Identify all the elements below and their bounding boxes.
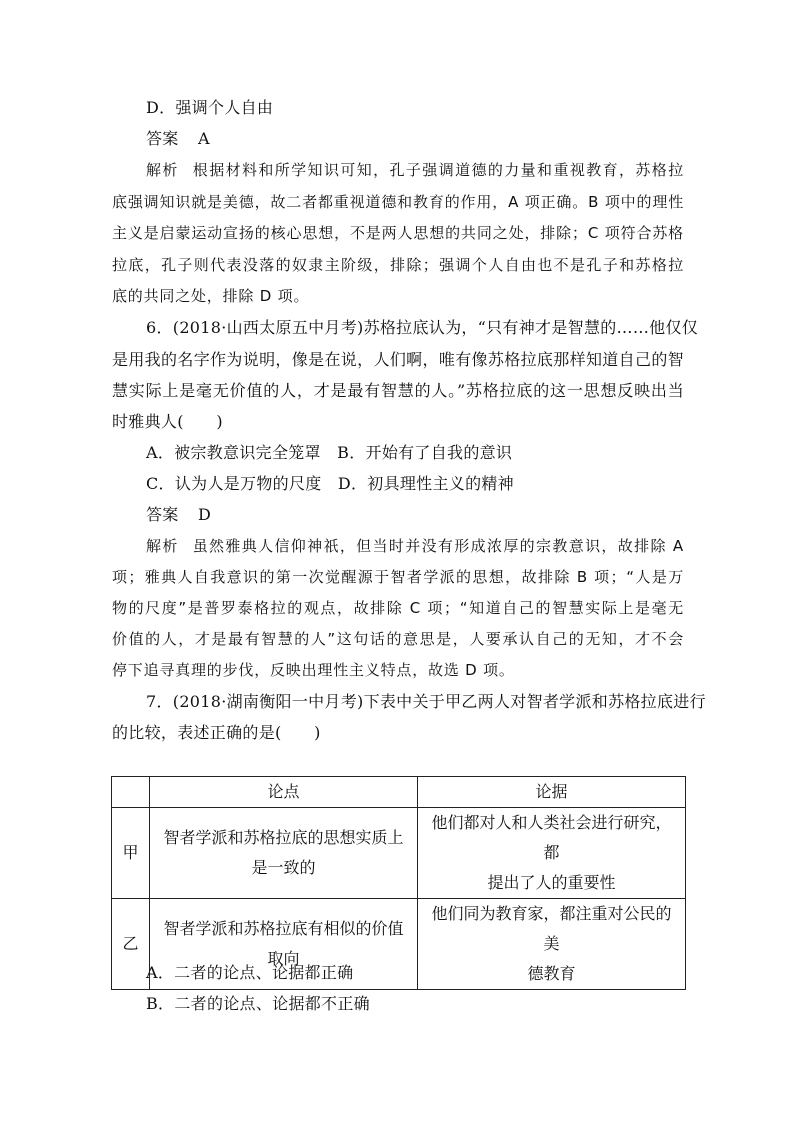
q5-explanation-line: 底强调知识就是美德，故二者都重视道德和教育的作用，A 项正确。B 项中的理性 — [112, 193, 684, 211]
q5-option-d: D．强调个人自由 — [146, 98, 274, 117]
explanation-text: 虽然雅典人信仰神祇，但当时并没有形成浓厚的宗教意识，故排除 A — [192, 537, 684, 555]
cell-line: 德教育 — [527, 964, 576, 983]
q6-stem-line: 是用我的名字作为说明，像是在说，人们啊，唯有像苏格拉底那样知道自己的智 — [112, 350, 684, 369]
comparison-table — [111, 776, 686, 990]
explanation-label: 解析 — [146, 161, 179, 179]
cell-line: 取向 — [267, 949, 300, 968]
cell-line: 他们同为教育家，都注重对公民的美 — [431, 904, 672, 953]
row-label: 乙 — [112, 899, 150, 990]
q7-option-a: A．二者的论点、论据都正确 — [146, 963, 354, 982]
answer-label: 答案 — [146, 129, 179, 148]
q6-stem-line: 慧实际上是毫无价值的人，才是最有智慧的人。”苏格拉底的这一思想反映出当 — [112, 381, 684, 400]
q6-explanation-line — [146, 536, 684, 556]
q5-explanation-line: 主义是启蒙运动宣扬的核心思想，不是两人思想的共同之处，排除；C 项符合苏格 — [112, 224, 684, 242]
explanation-text: 根据材料和所学知识可知，孔子强调道德的力量和重视教育，苏格拉 — [192, 161, 684, 179]
explanation-label: 解析 — [146, 537, 179, 555]
q7-stem-line: 7．(2018·湖南衡阳一中月考)下表中关于甲乙两人对智者学派和苏格拉底进行 — [146, 692, 706, 711]
table-row — [112, 808, 686, 899]
q6-options-row: A．被宗教意识完全笼罩 B．开始有了自我的意识 — [146, 443, 513, 462]
table-header-row — [112, 777, 686, 808]
answer-label: 答案 — [146, 505, 179, 524]
q5-answer-row — [146, 129, 684, 149]
q6-explanation-line: 项；雅典人自我意识的第一次觉醒源于智者学派的思想，故排除 B 项；“人是万 — [112, 568, 684, 586]
cell-line: 提出了人的重要性 — [487, 873, 616, 892]
q7-stem-line: 的比较，表述正确的是( ) — [112, 723, 321, 742]
q5-explanation-line: 拉底，孔子则代表没落的奴隶主阶级，排除；强调个人自由也不是孔子和苏格拉 — [112, 256, 684, 274]
q6-options-row: C．认为人是万物的尺度 D．初具理性主义的精神 — [146, 474, 514, 493]
evidence-cell — [418, 808, 686, 899]
q5-explanation-line: 底的共同之处，排除 D 项。 — [112, 287, 310, 305]
q6-stem-line: 6．(2018·山西太原五中月考)苏格拉底认为，“只有神才是智慧的……他仅仅 — [146, 318, 699, 337]
row-label: 甲 — [112, 808, 150, 899]
answer-value: A — [198, 129, 210, 148]
cell-line: 他们都对人和人类社会进行研究，都 — [431, 813, 672, 862]
q6-explanation-line: 停下追寻真理的步伐，反映出理性主义特点，故选 D 项。 — [112, 661, 515, 679]
header-cell: 论据 — [418, 777, 686, 808]
q6-stem-line: 时雅典人( ) — [112, 412, 223, 431]
q6-answer-row — [146, 505, 684, 525]
q5-explanation-line — [146, 160, 684, 180]
cell-line: 是一致的 — [251, 858, 316, 877]
header-cell — [112, 777, 150, 808]
q7-option-b: B．二者的论点、论据都不正确 — [146, 994, 370, 1013]
q6-explanation-line: 价值的人，才是最有智慧的人”这句话的意思是，人要承认自己的无知，才不会 — [112, 630, 684, 648]
answer-value: D — [198, 505, 212, 524]
header-cell: 论点 — [150, 777, 418, 808]
point-cell — [150, 808, 418, 899]
q6-explanation-line: 物的尺度”是普罗泰格拉的观点，故排除 C 项；“知道自己的智慧实际上是毫无 — [112, 599, 684, 617]
cell-line: 智者学派和苏格拉底有相似的价值 — [163, 919, 404, 938]
cell-line: 智者学派和苏格拉底的思想实质上 — [163, 828, 404, 847]
